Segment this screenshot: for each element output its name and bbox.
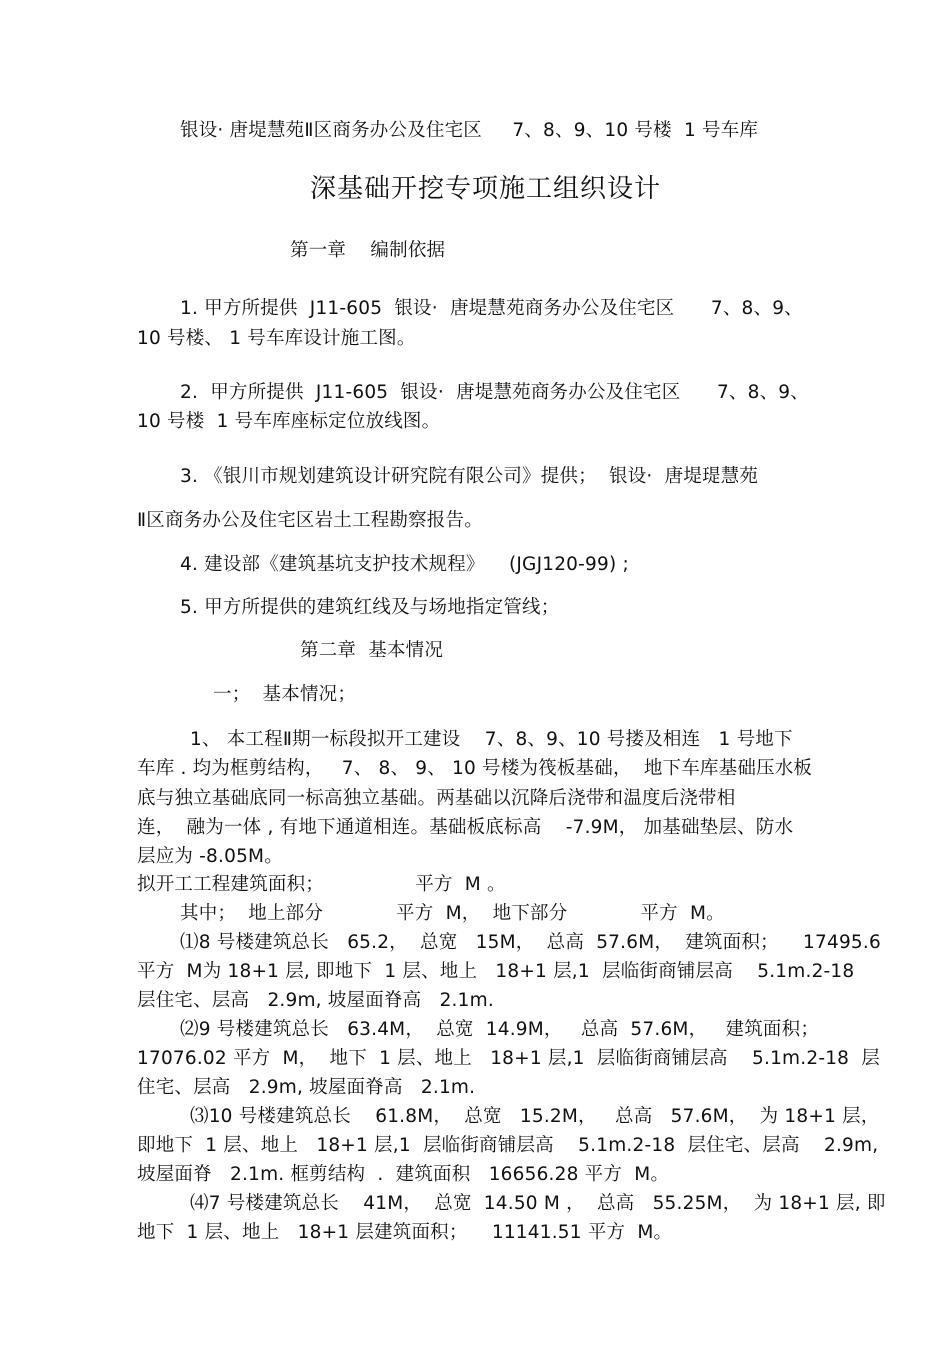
building-8-line-2: 平方 M为 18+1 层, 即地下 1 层、地上 18+1 层,1 层临街商铺层高 5.1m.2-18 xyxy=(137,961,855,982)
overview-line-4: 连， 融为一体 , 有地下通道相连。基础板底标高 -7.9M， 加基础垫层、防水 xyxy=(137,817,794,838)
basis-item-5: 5. 甲方所提供的建筑红线及与场地指定管线； xyxy=(180,597,560,618)
document-title: 深基础开挖专项施工组织设计 xyxy=(310,174,662,204)
document-subtitle: 银设· 唐堤慧苑Ⅱ区商务办公及住宅区 7、8、9、10 号楼 1 号车库 xyxy=(180,120,759,141)
area-line: 拟开工工程建筑面积； 平方 M 。 xyxy=(137,874,506,895)
building-8-line-3: 层住宅、层高 2.9m, 坡屋面脊高 2.1m. xyxy=(137,990,494,1011)
building-9-line-2: 17076.02 平方 M， 地下 1 层、地上 18+1 层,1 层临街商铺层高 5.1m.2-18 层 xyxy=(137,1048,880,1069)
basis-item-3-line-2: Ⅱ区商务办公及住宅区岩土工程勘察报告。 xyxy=(137,510,483,531)
section-heading: 一； 基本情况； xyxy=(213,684,357,705)
basis-item-1-line-2: 10 号楼、 1 号车库设计施工图。 xyxy=(137,328,416,349)
overview-line-3: 底与独立基础底同一标高独立基础。两基础以沉降后浇带和温度后浇带相 xyxy=(137,788,736,809)
basis-item-3-line-1: 3. 《银川市规划建筑设计研究院有限公司》提供； 银设· 唐堤瑅慧苑 xyxy=(180,466,759,487)
building-7-line-2: 地下 1 层、地上 18+1 层建筑面积； 11141.51 平方 M。 xyxy=(137,1222,673,1243)
building-9-line-1: ⑵9 号楼建筑总长 63.4M， 总宽 14.9M， 总高 57.6M， 建筑面积； xyxy=(180,1019,820,1040)
basis-item-4: 4. 建设部《建筑基坑支护技术规程》 (JGJ120-99) ; xyxy=(180,554,629,575)
basis-item-2-line-1: 2. 甲方所提供 J11-605 银设· 唐堤慧苑商务办公及住宅区 7、8、9、 xyxy=(180,382,809,403)
overview-line-1: 1、 本工程Ⅱ期一标段拟开工建设 7、8、9、10 号搂及相连 1 号地下 xyxy=(190,729,793,750)
area-split-line: 其中； 地上部分 平方 M， 地下部分 平方 M。 xyxy=(180,903,725,924)
building-10-line-1: ⑶10 号楼建筑总长 61.8M， 总宽 15.2M， 总高 57.6M， 为 18+1 层， xyxy=(190,1106,880,1127)
building-10-line-3: 坡屋面脊 2.1m. 框剪结构 . 建筑面积 16656.28 平方 M。 xyxy=(137,1164,670,1185)
basis-item-1-line-1: 1. 甲方所提供 J11-605 银设· 唐堤慧苑商务办公及住宅区 7、8、9、 xyxy=(180,298,803,319)
building-9-line-3: 住宅、层高 2.9m, 坡屋面脊高 2.1m. xyxy=(137,1077,476,1098)
chapter1-heading: 第一章 编制依据 xyxy=(290,240,446,261)
building-8-line-1: ⑴8 号楼建筑总长 65.2， 总宽 15M， 总高 57.6M， 建筑面积； 17495.6 xyxy=(180,932,881,953)
basis-item-2-line-2: 10 号楼 1 号车库座标定位放线图。 xyxy=(137,411,441,432)
chapter2-heading: 第二章 基本情况 xyxy=(300,640,444,661)
overview-line-2: 车库 . 均为框剪结构， 7、 8、 9、 10 号楼为筏板基础， 地下车库基础压水板 xyxy=(137,758,813,779)
building-7-line-1: ⑷7 号楼建筑总长 41M， 总宽 14.50 M ， 总高 55.25M， 为 18+1 层, 即 xyxy=(190,1193,886,1214)
overview-line-5: 层应为 -8.05M。 xyxy=(137,846,283,867)
building-10-line-2: 即地下 1 层、地上 18+1 层,1 层临街商铺层高 5.1m.2-18 层住宅、层高 2.9m, xyxy=(137,1135,879,1156)
